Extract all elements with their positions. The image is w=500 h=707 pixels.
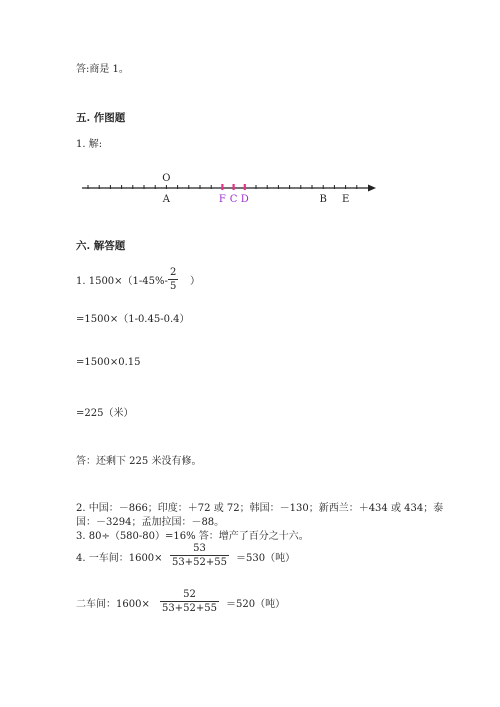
fraction-denominator: 5 <box>170 281 177 292</box>
answer-1: 答：还剩下 225 米没有修。 <box>76 456 202 467</box>
question-4-part-2-prefix: 二车间：1600× <box>76 599 150 610</box>
question-4-part-2-suffix: ＝520（吨） <box>226 599 286 610</box>
fraction-numerator: 53 <box>193 543 206 554</box>
answer-quotient: 答:商是 1。 <box>76 64 129 75</box>
point-label-b: B <box>319 194 327 205</box>
point-label-e: E <box>341 194 350 205</box>
axis-arrow <box>368 185 376 192</box>
question-3: 3. 80÷（580-80）=16% 答：增产了百分之十六。 <box>76 531 309 542</box>
question-2-line-2: 国：－3294；孟加拉国：－88。 <box>76 517 225 528</box>
question-4-part-2-fraction <box>160 589 219 614</box>
question-1-fraction <box>168 267 178 292</box>
question-4-suffix: ＝530（吨） <box>236 553 296 564</box>
point-label-f: F <box>218 194 226 205</box>
step-2: =1500×0.15 <box>76 357 141 368</box>
fraction-denominator: 53+52+55 <box>172 557 227 568</box>
fraction-numerator: 52 <box>183 589 196 600</box>
fraction-denominator: 53+52+55 <box>162 603 217 614</box>
section-5-item-1: 1. 解: <box>76 139 103 150</box>
number-line <box>0 165 500 215</box>
point-label-c: C <box>229 194 238 205</box>
section-6-title: 六. 解答题 <box>76 240 126 252</box>
question-1-suffix: ） <box>190 276 200 287</box>
section-5-title: 五. 作图题 <box>76 112 126 124</box>
point-label-o: O <box>162 173 171 184</box>
point-label-a: A <box>162 194 171 205</box>
fraction-numerator: 2 <box>170 267 177 278</box>
question-4-fraction <box>170 543 229 568</box>
question-2-line-1: 2. 中国：－866；印度：＋72 或 72；韩国：－130；新西兰：＋434 或 434；泰 <box>76 503 444 514</box>
step-1: =1500×（1-0.45-0.4） <box>76 314 190 325</box>
question-4-prefix: 4. 一车间：1600× <box>76 553 163 564</box>
point-label-d: D <box>240 194 249 205</box>
step-3: =225（米） <box>76 408 134 419</box>
question-1-prefix: 1. 1500×（1-45%- <box>76 276 168 287</box>
